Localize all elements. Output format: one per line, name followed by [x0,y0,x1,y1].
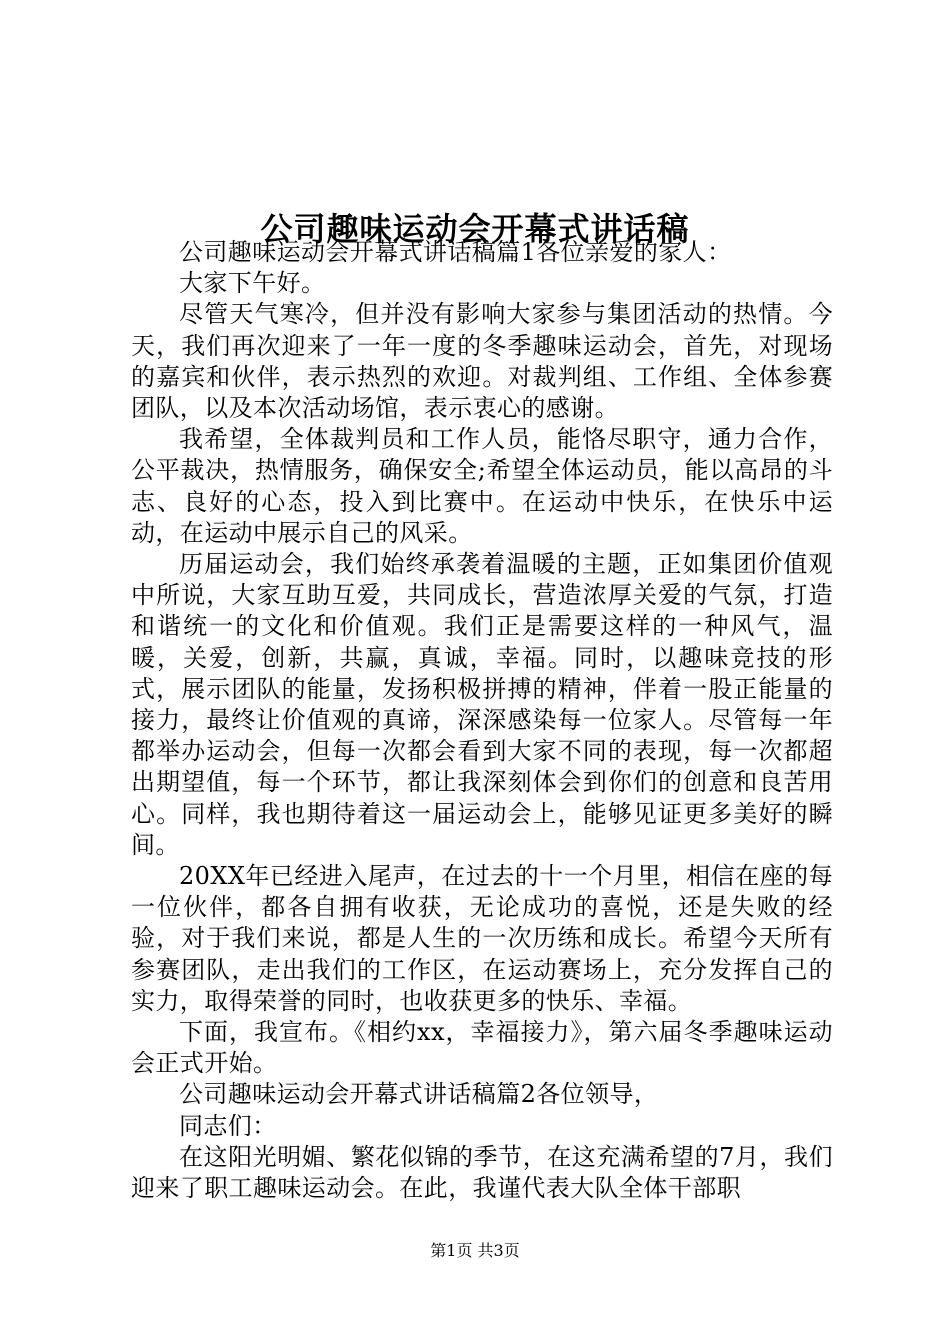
paragraph-7: 下面，我宣布。《相约xx，幸福接力》，第六届冬季趣味运动会正式开始。 [131,1018,833,1078]
document-body [131,237,833,1204]
paragraph-4: 我希望，全体裁判员和工作人员，能恪尽职守，通力合作，公平裁决，热情服务，确保安全;希望全体运动员，能以高昂的斗志、良好的心态，投入到比赛中。在运动中快乐，在快乐中运动，在运动中展示自己的风采。 [131,425,833,547]
paragraph-2: 大家下午好。 [179,269,326,298]
page-title: 公司趣味运动会开幕式讲话稿 [260,210,690,249]
paragraph-10: 在这阳光明媚、繁花似锦的季节，在这充满希望的7月，我们迎来了职工趣味运动会。在此，我谨代表大队全体干部职 [131,1142,833,1203]
paragraph-8: 公司趣味运动会开幕式讲话稿篇2各位领导， [179,1080,659,1109]
paragraph-6: 20XX年已经进入尾声，在过去的十一个月里，相信在座的每一位伙伴，都各自拥有收获，无论成功的喜悦，还是失败的经验，对于我们来说，都是人生的一次历练和成长。希望今天所有参赛团队，走出我们的工作区，在运动赛场上，充分发挥自己的实力，取得荣誉的同时，也收获更多的快乐、幸福。 [131,862,833,1015]
paragraph-5: 历届运动会，我们始终承袭着温暖的主题，正如集团价值观中所说，大家互助互爱，共同成长，营造浓厚关爱的气氛，打造和谐统一的文化和价值观。我们正是需要这样的一种风气，温暖，关爱，创新，共赢，真诚，幸福。同时，以趣味竞技的形式，展示团队的能量，发扬积极拼搏的精神，伴着一股正能量的接力，最终让价值观的真谛，深深感染每一位家人。尽管每一年都举办运动会，但每一次都会看到大家不同的表现，每一次都超出期望值，每一个环节，都让我深刻体会到你们的创意和良苦用心。同样，我也期待着这一届运动会上，能够见证更多美好的瞬间。 [131,550,833,859]
paragraph-3: 尽管天气寒冷，但并没有影响大家参与集团活动的热情。今天，我们再次迎来了一年一度的冬季趣味运动会，首先，对现场的嘉宾和伙伴，表示热烈的欢迎。对裁判组、工作组、全体参赛团队，以及本次活动场馆，表示衷心的感谢。 [131,300,833,423]
paragraph-1: 公司趣味运动会开幕式讲话稿篇1各位亲爱的家人： [179,238,732,266]
paragraph-9: 同志们： [179,1111,277,1140]
page-footer: 第1页 共3页 [430,1241,520,1260]
